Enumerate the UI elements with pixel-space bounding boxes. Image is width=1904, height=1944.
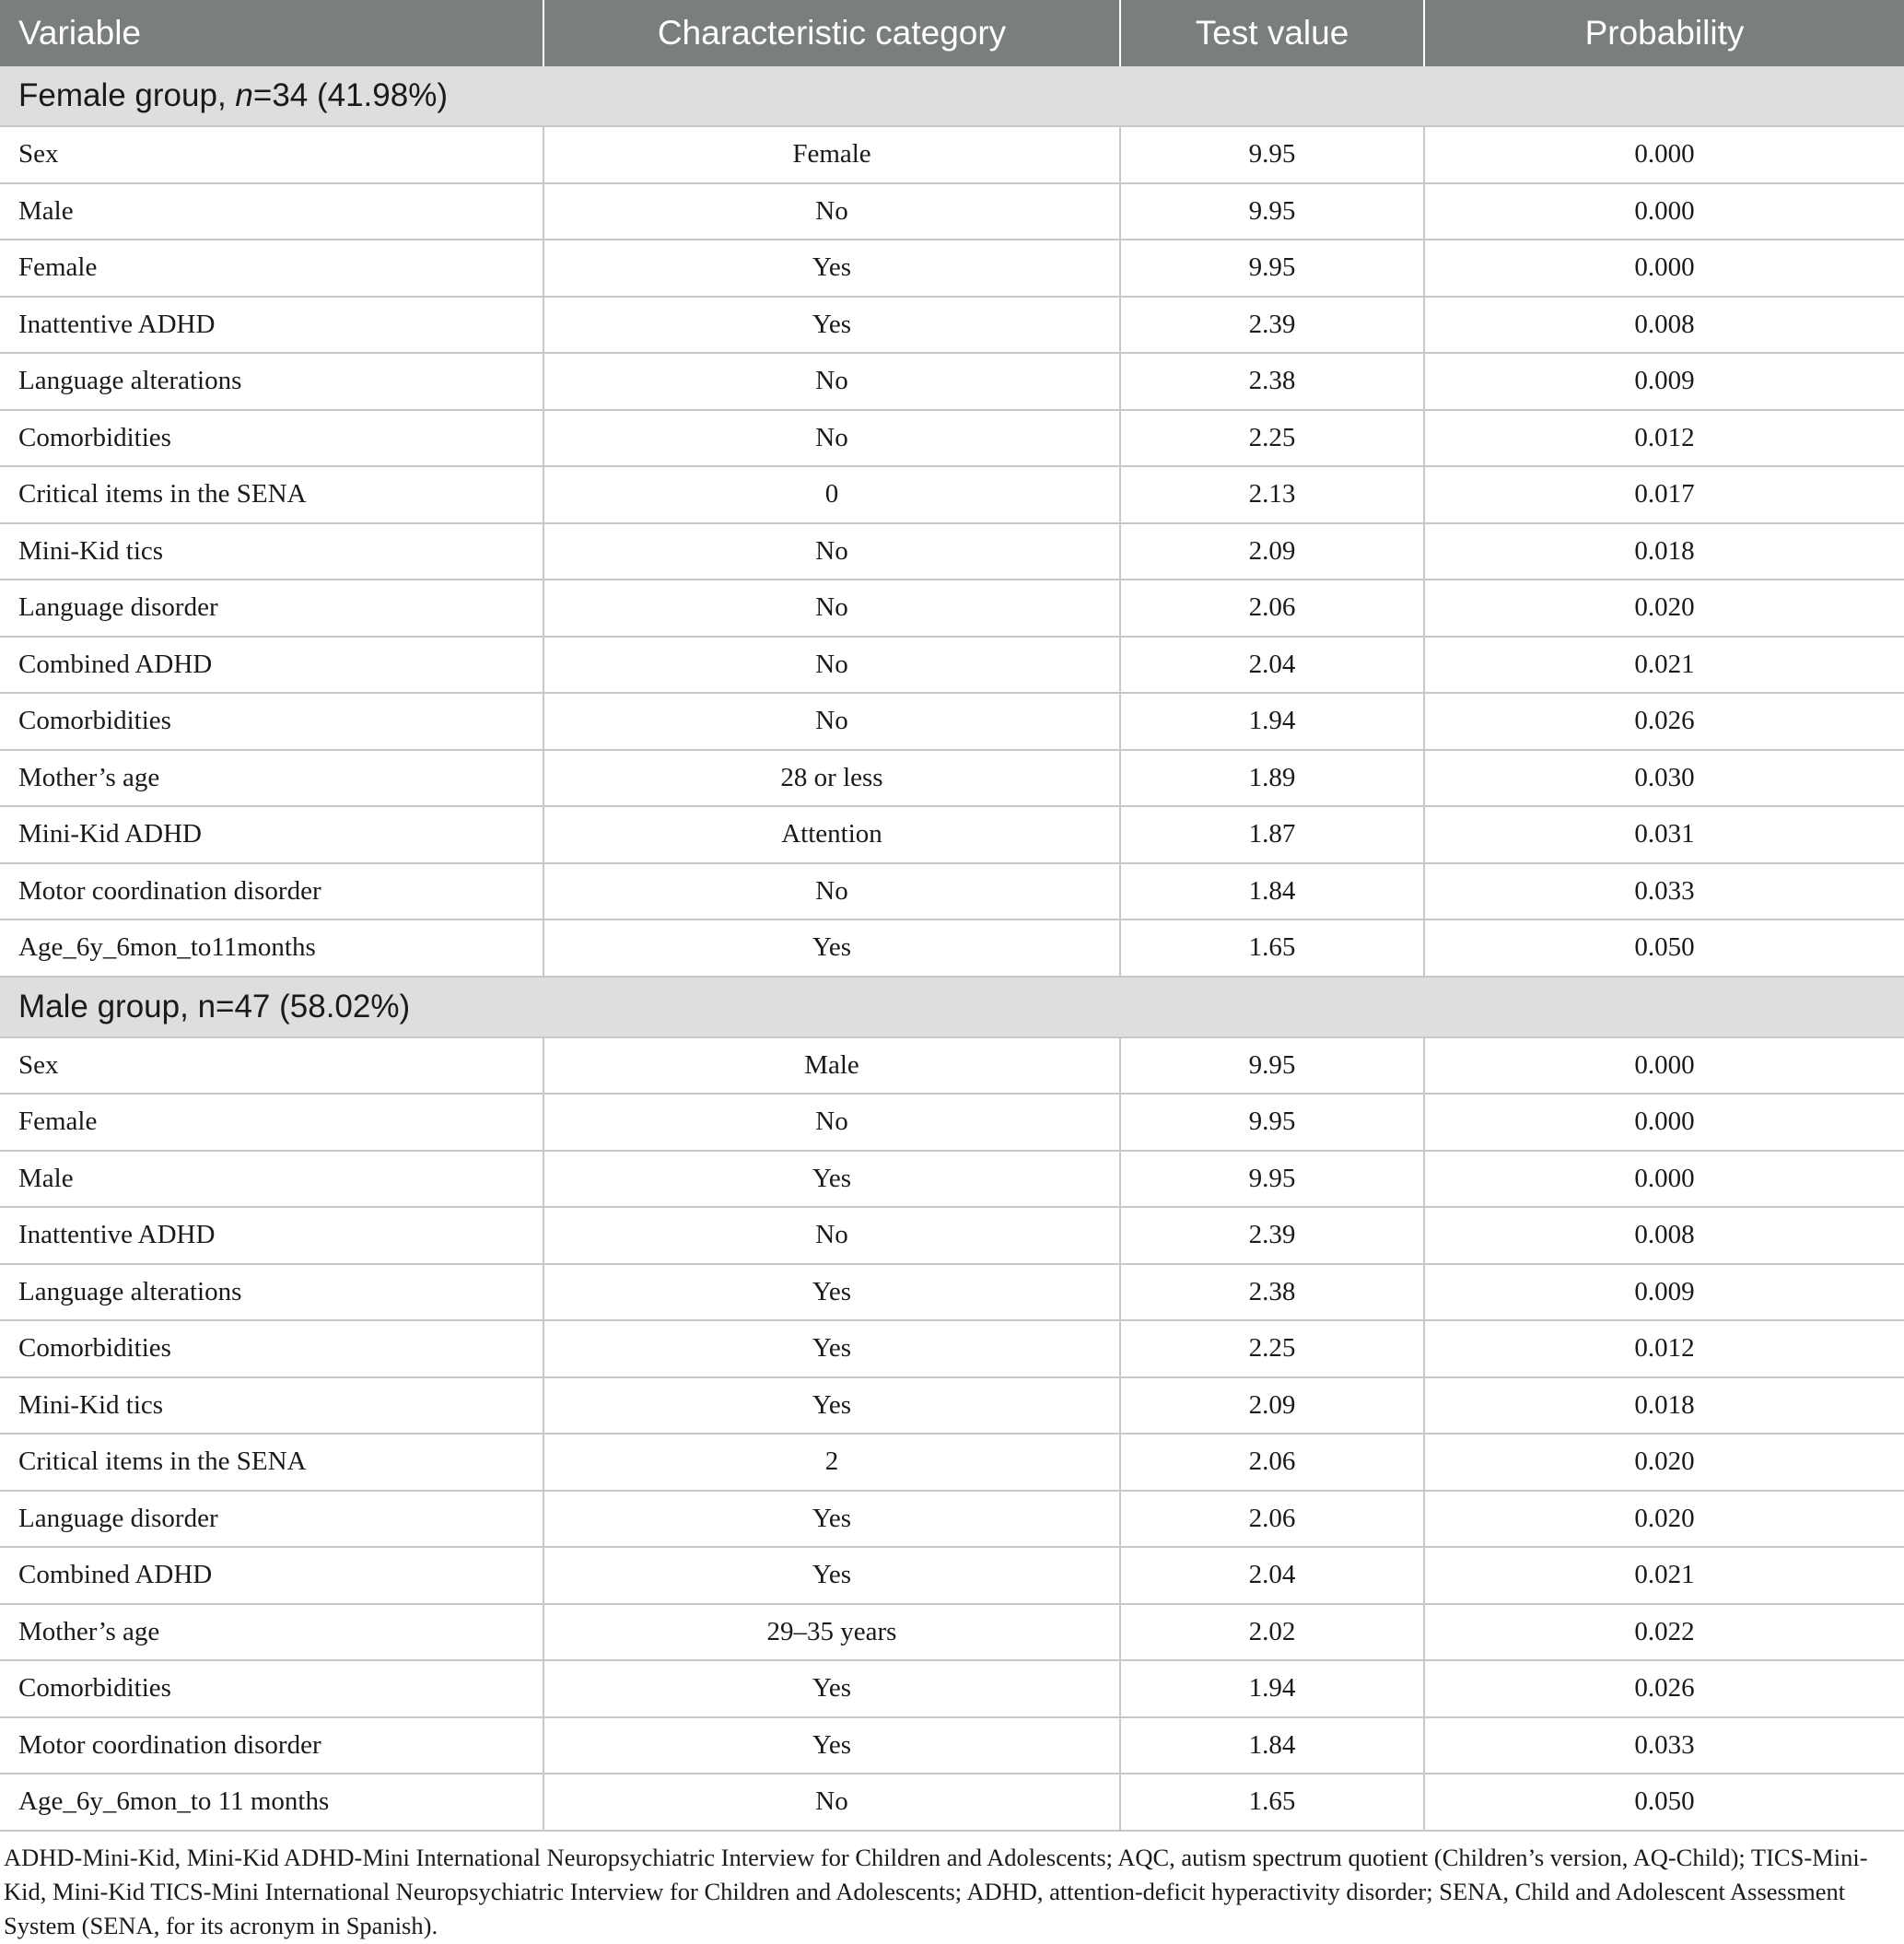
- cell-characteristic-category: No: [543, 580, 1120, 637]
- group-label-prefix: Female group,: [18, 77, 236, 113]
- table-body: [0, 66, 1904, 1831]
- header-test-value: Test value: [1120, 0, 1424, 66]
- cell-probability: 0.031: [1424, 806, 1904, 863]
- cell-variable: Age_6y_6mon_to 11 months: [0, 1774, 543, 1831]
- cell-test-value: 2.04: [1120, 637, 1424, 694]
- header-variable: Variable: [0, 0, 543, 66]
- table-row: [0, 126, 1904, 183]
- cell-variable: Mini-Kid tics: [0, 1377, 543, 1435]
- cell-characteristic-category: Yes: [543, 1151, 1120, 1208]
- table-row: [0, 806, 1904, 863]
- cell-variable: Mini-Kid ADHD: [0, 806, 543, 863]
- cell-variable: Mini-Kid tics: [0, 523, 543, 580]
- cell-test-value: 2.25: [1120, 410, 1424, 467]
- table-row: [0, 297, 1904, 354]
- header-probability: Probability: [1424, 0, 1904, 66]
- cell-probability: 0.050: [1424, 1774, 1904, 1831]
- table-row: [0, 750, 1904, 807]
- cell-variable: Language disorder: [0, 580, 543, 637]
- cell-characteristic-category: Yes: [543, 1717, 1120, 1774]
- cell-probability: 0.021: [1424, 1547, 1904, 1604]
- group-label: [0, 977, 1904, 1037]
- cell-probability: 0.033: [1424, 1717, 1904, 1774]
- cell-variable: Combined ADHD: [0, 637, 543, 694]
- cell-characteristic-category: No: [543, 1207, 1120, 1264]
- cell-variable: Language alterations: [0, 1264, 543, 1321]
- table-row: [0, 1320, 1904, 1377]
- cell-variable: Mother’s age: [0, 750, 543, 807]
- cell-probability: 0.020: [1424, 1491, 1904, 1548]
- cell-probability: 0.020: [1424, 1434, 1904, 1491]
- cell-test-value: 1.94: [1120, 1660, 1424, 1717]
- cell-characteristic-category: No: [543, 410, 1120, 467]
- cell-variable: Language disorder: [0, 1491, 543, 1548]
- cell-probability: 0.000: [1424, 1094, 1904, 1151]
- cell-test-value: 1.89: [1120, 750, 1424, 807]
- cell-test-value: 2.38: [1120, 1264, 1424, 1321]
- cell-test-value: 9.95: [1120, 1037, 1424, 1095]
- cell-variable: Comorbidities: [0, 410, 543, 467]
- cell-probability: 0.009: [1424, 1264, 1904, 1321]
- cell-characteristic-category: No: [543, 353, 1120, 410]
- table-row: [0, 919, 1904, 977]
- table-row: [0, 1604, 1904, 1661]
- cell-variable: Comorbidities: [0, 1320, 543, 1377]
- cell-test-value: 2.06: [1120, 580, 1424, 637]
- cell-test-value: 2.06: [1120, 1491, 1424, 1548]
- cell-variable: Comorbidities: [0, 693, 543, 750]
- group-header-row: [0, 66, 1904, 126]
- table-row: [0, 1264, 1904, 1321]
- cell-probability: 0.018: [1424, 523, 1904, 580]
- cell-characteristic-category: Yes: [543, 1491, 1120, 1548]
- table-row: [0, 1660, 1904, 1717]
- cell-characteristic-category: No: [543, 693, 1120, 750]
- cell-test-value: 9.95: [1120, 126, 1424, 183]
- table-row: [0, 1377, 1904, 1435]
- group-label: [0, 66, 1904, 126]
- cell-variable: Comorbidities: [0, 1660, 543, 1717]
- cell-characteristic-category: Yes: [543, 1660, 1120, 1717]
- table-row: [0, 693, 1904, 750]
- table-row: [0, 1151, 1904, 1208]
- cell-test-value: 1.84: [1120, 863, 1424, 920]
- cell-probability: 0.026: [1424, 1660, 1904, 1717]
- table-row: [0, 1774, 1904, 1831]
- table-row: [0, 353, 1904, 410]
- group-label-prefix: Male group,: [18, 988, 198, 1025]
- cell-probability: 0.008: [1424, 297, 1904, 354]
- cell-variable: Inattentive ADHD: [0, 297, 543, 354]
- cell-probability: 0.000: [1424, 183, 1904, 240]
- table-row: [0, 1717, 1904, 1774]
- cell-probability: 0.000: [1424, 1151, 1904, 1208]
- cell-probability: 0.017: [1424, 466, 1904, 523]
- cell-characteristic-category: Yes: [543, 1377, 1120, 1435]
- cell-variable: Critical items in the SENA: [0, 466, 543, 523]
- cell-characteristic-category: No: [543, 863, 1120, 920]
- group-label-suffix: =34 (41.98%): [252, 77, 448, 113]
- cell-probability: 0.012: [1424, 410, 1904, 467]
- cell-probability: 0.000: [1424, 1037, 1904, 1095]
- cell-characteristic-category: No: [543, 637, 1120, 694]
- header-characteristic-category: Characteristic category: [543, 0, 1120, 66]
- cell-characteristic-category: Yes: [543, 1264, 1120, 1321]
- cell-characteristic-category: Female: [543, 126, 1120, 183]
- cell-test-value: 2.06: [1120, 1434, 1424, 1491]
- cell-variable: Motor coordination disorder: [0, 1717, 543, 1774]
- cell-characteristic-category: Yes: [543, 919, 1120, 977]
- cell-characteristic-category: Attention: [543, 806, 1120, 863]
- cell-probability: 0.000: [1424, 240, 1904, 297]
- table-row: [0, 183, 1904, 240]
- cell-test-value: 2.04: [1120, 1547, 1424, 1604]
- table-row: [0, 1491, 1904, 1548]
- cell-characteristic-category: Yes: [543, 297, 1120, 354]
- cell-characteristic-category: Male: [543, 1037, 1120, 1095]
- cell-characteristic-category: 29–35 years: [543, 1604, 1120, 1661]
- cell-test-value: 2.25: [1120, 1320, 1424, 1377]
- cell-variable: Male: [0, 1151, 543, 1208]
- table-row: [0, 580, 1904, 637]
- cell-characteristic-category: No: [543, 523, 1120, 580]
- cell-characteristic-category: 2: [543, 1434, 1120, 1491]
- group-label-suffix: n=47 (58.02%): [197, 988, 411, 1025]
- group-label-n: n: [235, 77, 253, 113]
- cell-test-value: 1.65: [1120, 919, 1424, 977]
- cell-test-value: 9.95: [1120, 183, 1424, 240]
- cell-variable: Mother’s age: [0, 1604, 543, 1661]
- cell-variable: Motor coordination disorder: [0, 863, 543, 920]
- cell-variable: Inattentive ADHD: [0, 1207, 543, 1264]
- cell-characteristic-category: 0: [543, 466, 1120, 523]
- cell-test-value: 2.39: [1120, 1207, 1424, 1264]
- cell-variable: Age_6y_6mon_to11months: [0, 919, 543, 977]
- cell-probability: 0.008: [1424, 1207, 1904, 1264]
- cell-characteristic-category: No: [543, 1774, 1120, 1831]
- cell-probability: 0.030: [1424, 750, 1904, 807]
- cell-characteristic-category: Yes: [543, 1547, 1120, 1604]
- cell-test-value: 2.09: [1120, 1377, 1424, 1435]
- cell-probability: 0.021: [1424, 637, 1904, 694]
- group-header-row: [0, 977, 1904, 1037]
- cell-probability: 0.020: [1424, 580, 1904, 637]
- table-footnote: ADHD-Mini-Kid, Mini-Kid ADHD-Mini International Neuropsychiatric Interview for Children and Adolescents; AQC, autism spectrum quotient (Children’s version, AQ-Child); TICS-Mini-Kid, Mini-Kid TICS-Mini International Neuropsychiatric Interview for Children and Adolescents; ADHD, attention-deficit hyperactivity disorder; SENA, Child and Adolescent Assessment System (SENA, for its acronym in Spanish).: [4, 1843, 1868, 1939]
- cell-test-value: 9.95: [1120, 1094, 1424, 1151]
- cell-characteristic-category: Yes: [543, 240, 1120, 297]
- cell-test-value: 1.65: [1120, 1774, 1424, 1831]
- table-row: [0, 1094, 1904, 1151]
- cell-probability: 0.050: [1424, 919, 1904, 977]
- table-row: [0, 466, 1904, 523]
- cell-probability: 0.033: [1424, 863, 1904, 920]
- table-row: [0, 1547, 1904, 1604]
- cell-probability: 0.000: [1424, 126, 1904, 183]
- cell-test-value: 1.84: [1120, 1717, 1424, 1774]
- cell-variable: Male: [0, 183, 543, 240]
- cell-test-value: 2.38: [1120, 353, 1424, 410]
- table-row: [0, 523, 1904, 580]
- cell-probability: 0.012: [1424, 1320, 1904, 1377]
- cell-characteristic-category: No: [543, 1094, 1120, 1151]
- table-row: [0, 410, 1904, 467]
- cell-test-value: 9.95: [1120, 240, 1424, 297]
- table-header: [0, 0, 1904, 66]
- cell-variable: Language alterations: [0, 353, 543, 410]
- cell-test-value: 9.95: [1120, 1151, 1424, 1208]
- cell-test-value: 1.87: [1120, 806, 1424, 863]
- table-row: [0, 1434, 1904, 1491]
- table-row: [0, 1037, 1904, 1095]
- cell-variable: Combined ADHD: [0, 1547, 543, 1604]
- cell-variable: Sex: [0, 126, 543, 183]
- table-row: [0, 637, 1904, 694]
- cell-probability: 0.009: [1424, 353, 1904, 410]
- cell-characteristic-category: 28 or less: [543, 750, 1120, 807]
- table-row: [0, 863, 1904, 920]
- cell-characteristic-category: No: [543, 183, 1120, 240]
- table-row: [0, 1207, 1904, 1264]
- cell-test-value: 1.94: [1120, 693, 1424, 750]
- cell-probability: 0.018: [1424, 1377, 1904, 1435]
- cell-test-value: 2.09: [1120, 523, 1424, 580]
- cell-variable: Female: [0, 1094, 543, 1151]
- cell-variable: Sex: [0, 1037, 543, 1095]
- cell-test-value: 2.13: [1120, 466, 1424, 523]
- cell-probability: 0.026: [1424, 693, 1904, 750]
- cell-test-value: 2.39: [1120, 297, 1424, 354]
- table-row: [0, 240, 1904, 297]
- cell-probability: 0.022: [1424, 1604, 1904, 1661]
- cell-test-value: 2.02: [1120, 1604, 1424, 1661]
- cell-variable: Critical items in the SENA: [0, 1434, 543, 1491]
- cell-variable: Female: [0, 240, 543, 297]
- cell-characteristic-category: Yes: [543, 1320, 1120, 1377]
